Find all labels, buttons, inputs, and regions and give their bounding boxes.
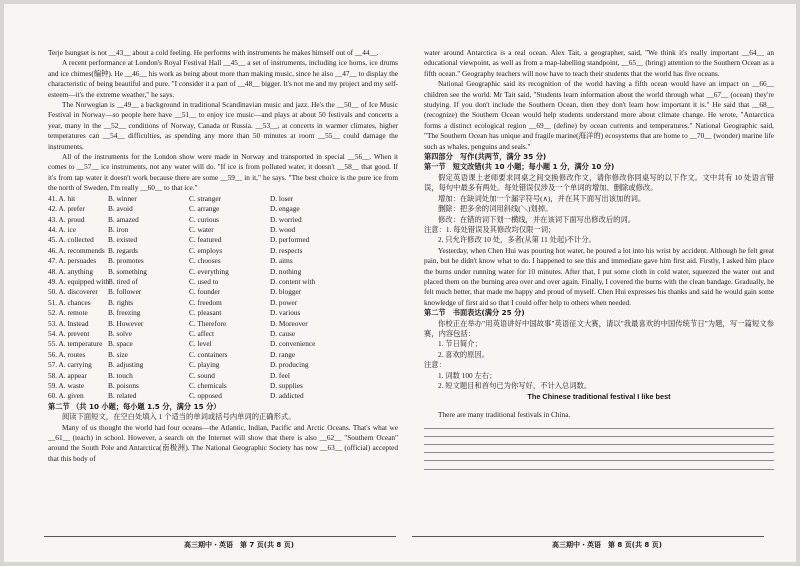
option-choice[interactable]: B. poisons [108,381,139,390]
option-choice[interactable]: B. solve [108,328,132,338]
option-row [48,350,398,360]
section1-modify-rule: 修改：在错的词下划一横线，并在该词下面写出修改后的词。 [438,214,636,224]
option-choice[interactable]: B. regards [108,245,138,255]
option-row [48,256,398,266]
left-column [48,48,398,464]
option-choice[interactable]: D. supplies [270,381,303,390]
option-choice[interactable]: C. everything [189,266,229,276]
option-row [48,339,398,349]
section2-writing-heading: 第二节 书面表达(满分 25 分) [424,308,525,318]
writing-line[interactable] [424,429,774,437]
option-row [48,277,398,287]
option-choice[interactable]: 42. A. prefer [48,204,85,214]
option-choice[interactable]: D. worried [270,214,302,224]
option-choice[interactable]: C. affect [189,328,214,338]
option-row [48,246,398,256]
option-row [48,287,398,297]
option-choice[interactable]: D. addicted [270,391,304,401]
option-choice[interactable]: D. convenience [270,339,316,349]
option-choice[interactable]: 52. A. remote [48,308,88,318]
passage-paragraph-1: Terje Isungset is not __43__ about a cold feeling. He performs with instruments he makes himself out of __44__. [48,48,379,57]
option-choice[interactable]: C. Therefore [189,318,227,328]
option-choice[interactable]: B. rights [108,297,134,307]
options-list [48,194,398,402]
option-row [48,298,398,308]
option-choice[interactable]: B. adjusting [108,360,144,370]
exam-sheet [4,4,796,562]
option-choice[interactable]: C. water [189,224,214,234]
section2-heading: 第二节 （共 10 小题；每小题 1.5 分，满分 15 分） [48,401,221,411]
option-choice[interactable]: D. engage [270,204,300,214]
option-choice[interactable]: B. amazed [108,214,139,224]
passage-paragraph-5: Many of us thought the world had four oceans—the Atlantic, Indian, Pacific and Arctic Oceans. That's what we __61__ (teach) in school. However, a search on the Internet will show that there is also __62__ "Southern Ocean" around the South Pole and Antarctica(南极洲). The National Geographic Society has now __63__ (official) accepted that this body of [48,422,398,463]
option-row [48,329,398,339]
option-choice[interactable]: 48. A. anything [48,266,93,276]
option-choice[interactable]: D. wood [270,224,296,234]
option-choice[interactable]: B. freezing [108,308,141,318]
writing-instructions: 你校正在举办"用英语讲好中国故事"英语征文大赛，请以"我最喜欢的中国传统节日"为题，写一篇短文参赛，内容包括： [424,318,774,338]
option-choice[interactable]: D. respects [270,245,303,255]
option-row [48,225,398,235]
option-choice[interactable]: B. iron [108,224,129,234]
attention-label: 注意： [424,360,446,370]
option-row [48,235,398,245]
writing-line[interactable] [424,445,774,453]
option-choice[interactable]: B. touch [108,370,133,380]
option-choice[interactable]: B. related [108,391,137,401]
option-choice[interactable]: D. loser [270,193,294,203]
option-choice[interactable]: B. However [108,318,144,328]
writing-line[interactable] [424,461,774,469]
option-choice[interactable]: D. power [270,297,298,307]
option-choice[interactable]: C. employs [189,245,223,255]
passage-paragraph-2: A recent performance at London's Royal Festival Hall __45__ a set of instruments, including ice horns, ice drums and ice chimes(编钟). He __46__ his work as being about more than making music, since he also __47__ to display the characteristic of being beautiful and pure. "I consider it a part of __48__ bigger. It's not me and my project and my self-esteem—it's the extreme weather," he says. [48,58,398,99]
option-choice[interactable]: B. tired of [108,276,138,286]
option-row [48,308,398,318]
option-choice[interactable]: 50. A. discoverer [48,287,98,297]
option-choice[interactable]: C. arrange [189,204,220,214]
content-item-1: 1. 节日简介； [438,339,482,349]
option-choice[interactable]: 59. A. waste [48,381,85,390]
attention-item-2: 2. 短文题目和首句已为你写好，不计入总词数。 [438,381,592,390]
option-row [48,391,398,401]
option-choice[interactable]: C. sound [189,370,215,380]
section1-heading: 第一节 短文改错(共 10 小题；每小题 1 分，满分 10 分) [424,162,615,172]
option-choice[interactable]: C. level [189,339,212,349]
option-choice[interactable]: D. nothing [270,266,302,276]
option-choice[interactable]: D. cause [270,328,296,338]
option-choice[interactable]: B. winner [108,193,137,203]
option-choice[interactable]: 43. A. proud [48,214,85,224]
note-line-1: 注意：1. 每处错误及其修改均仅限一词； [424,224,556,234]
option-choice[interactable]: 45. A. collected [48,235,94,245]
right-column [424,48,774,470]
footer-page-7: 高三期中・英语 第 7 页(共 8 页) [184,541,294,549]
option-choice[interactable]: D. blogger [270,287,302,297]
section1-add-rule: 增加：在缺词处加一个漏字符号(∧)，并在其下面写出该加的词。 [438,193,646,203]
writing-line[interactable] [424,421,774,429]
passage-paragraph-ng: National Geographic said its recognition of the world having a fifth ocean would have an impact on __66__ children see the world. Mr Tait said, "Students learn information about the world through what __67__ (ocean) they're studying. If you don't include the Southern Ocean, then they don't learn how important it is." He said that __68__ (recognize) the Southern Ocean would help students understand more about climate change. He wrote, "Antarctica forms a distinct ecological region __69__ (define) by ocean currents and temperatures." National Geographic said, "The Southern Ocean has unique and fragile marine(海洋的) ecosystems that are home to __70__ (wonder) marine life such as whales, penguins and seals." [424,79,774,151]
option-choice[interactable]: D. content with [270,276,316,286]
essay-first-sentence: There are many traditional festivals in China. [438,410,571,420]
passage-paragraph-3: The Norwegian is __49__ a background in traditional Scandinavian music and jazz. He's the __50__ of Ice Music Festival in Norway—so people here have __51__ to enjoy ice music—and plays at about 50 festivals and concerts a year, many in the __52__ conditions of Norway, Canada or Russia. __53__, at concerts in warmer climates, higher temperatures can __54__ difficulties, as spending any more than 50 minutes at room __55__ could damage the instruments. [48,100,398,151]
option-choice[interactable]: D. Moreover [270,318,308,328]
option-row [48,360,398,370]
option-choice[interactable]: 49. A. equipped with [48,276,110,286]
option-choice[interactable]: D. various [270,308,301,318]
essay-title: The Chinese traditional festival I like best [527,392,671,402]
option-choice[interactable]: 44. A. ice [48,224,76,234]
option-choice[interactable]: C. chooses [189,256,221,266]
option-choice[interactable]: B. something [108,266,147,276]
passage-paragraph-continued: water around Antarctica is a real ocean. Alex Tait, a geographer, said, "We think it's really important __64__ an educational viewpoint, as well as from a map-labelling standpoint, __65__ (bring) attention to the Southern Ocean as a fifth ocean." Geography teachers will now have to teach their students that the world has five oceans. [424,48,774,78]
option-choice[interactable]: B. space [108,339,133,349]
section2-instructions: 阅读下面短文，在空白处填入 1 个适当的单词或括号内单词的正确形式。 [62,412,296,422]
attention-item-1: 1. 词数 100 左右； [438,370,497,380]
option-choice[interactable]: B. existed [108,235,138,245]
option-choice[interactable]: 58. A. appear [48,370,87,380]
option-choice[interactable]: 41. A. hit [48,193,76,203]
footer-right [552,540,662,550]
option-choice[interactable]: C. pleasant [189,308,222,318]
option-row [48,204,398,214]
option-choice[interactable]: B. promotes [108,256,144,266]
option-choice[interactable]: D. range [270,349,296,359]
option-choice[interactable]: 46. A. recommends [48,245,105,255]
option-choice[interactable]: C. freedom [189,297,222,307]
content-item-2: 2. 喜欢的原因。 [438,349,490,359]
option-choice[interactable]: C. containers [189,349,228,359]
option-row [48,381,398,391]
option-choice[interactable]: C. curious [189,214,219,224]
error-correction-passage: Yesterday, when Chen Hui was pouring hot water, he poured a lot into his wrist by accident. Although he felt great pain, but he didn't know what to do. I happened to see this and immediate gave him first aid. Firstly, I asked him place the burns under running water for 10 minutes. After that, I put some cloth in cold water, squeezed the water out and placed them on the burning area over and over again. Finally, I covered the burns with the clean bandage. Gradually, he felt much better, that made me happy and proud of myself. Chen Hui expresses his thanks and said he would gain some knowledge of first aid so that I could offer help to others when needed. [424,245,774,307]
option-choice[interactable]: D. producing [270,360,309,370]
option-choice[interactable]: C. founder [189,287,221,297]
option-row [48,215,398,225]
option-choice[interactable]: C. opposed [189,391,222,401]
option-choice[interactable]: C. chemicals [189,381,227,390]
footer-left [184,540,294,550]
option-choice[interactable]: 57. A. carrying [48,360,92,370]
part4-heading: 第四部分 写作(共两节，满分 35 分) [424,152,547,162]
option-choice[interactable]: 53. A. Instead [48,318,89,328]
option-choice[interactable]: C. featured [189,235,222,245]
note-line-2: 2. 只允许修改 10 处，多者(从第 11 处起)不计分。 [438,235,596,245]
section1-delete-rule: 删除：把多余的词用斜线(＼)划掉。 [438,204,553,214]
option-row [48,371,398,381]
option-choice[interactable]: 51. A. chances [48,297,91,307]
option-choice[interactable]: 55. A. temperature [48,339,103,349]
option-choice[interactable]: B. avoid [108,204,133,214]
footer-rule [412,536,764,537]
writing-line[interactable] [424,437,774,445]
option-choice[interactable]: 47. A. persuades [48,256,97,266]
option-choice[interactable]: 56. A. routes [48,349,86,359]
option-choice[interactable]: C. stranger [189,193,222,203]
passage-paragraph-4: All of the instruments for the London show were made in Norway and transported in special __56__. When it comes to __57__ ice instruments, not any water will do. "If ice is from polluted water, it doesn't __58__ that good. If it's from tap water it doesn't work because there are some __59__ in it," he says. "The best choice is the pure ice from the north of Sweden, I'm really __60__ to that ice." [48,152,398,193]
option-choice[interactable]: C. used to [189,276,219,286]
option-choice[interactable]: D. aims [270,256,293,266]
writing-line[interactable] [424,453,774,461]
option-choice[interactable]: D. feel [270,370,290,380]
option-choice[interactable]: 60. A. given [48,391,84,401]
footer-page-8: 高三期中・英语 第 8 页(共 8 页) [552,541,662,549]
option-choice[interactable]: 54. A. prevent [48,328,90,338]
option-row [48,194,398,204]
option-row [48,319,398,329]
option-choice[interactable]: B. size [108,349,128,359]
footer-rule [44,536,396,537]
option-row [48,267,398,277]
section1-instruction: 假定英语课上老师要求同桌之间交换修改作文，请你修改你同桌写的以下作文。文中共有 10 处语言错误，每句中最多有两处。每处错误仅涉及一个单词的增加、删除或修改。 [424,172,774,193]
writing-lines[interactable] [424,421,774,470]
option-choice[interactable]: B. follower [108,287,142,297]
option-choice[interactable]: C. playing [189,360,220,370]
option-choice[interactable]: D. performed [270,235,310,245]
